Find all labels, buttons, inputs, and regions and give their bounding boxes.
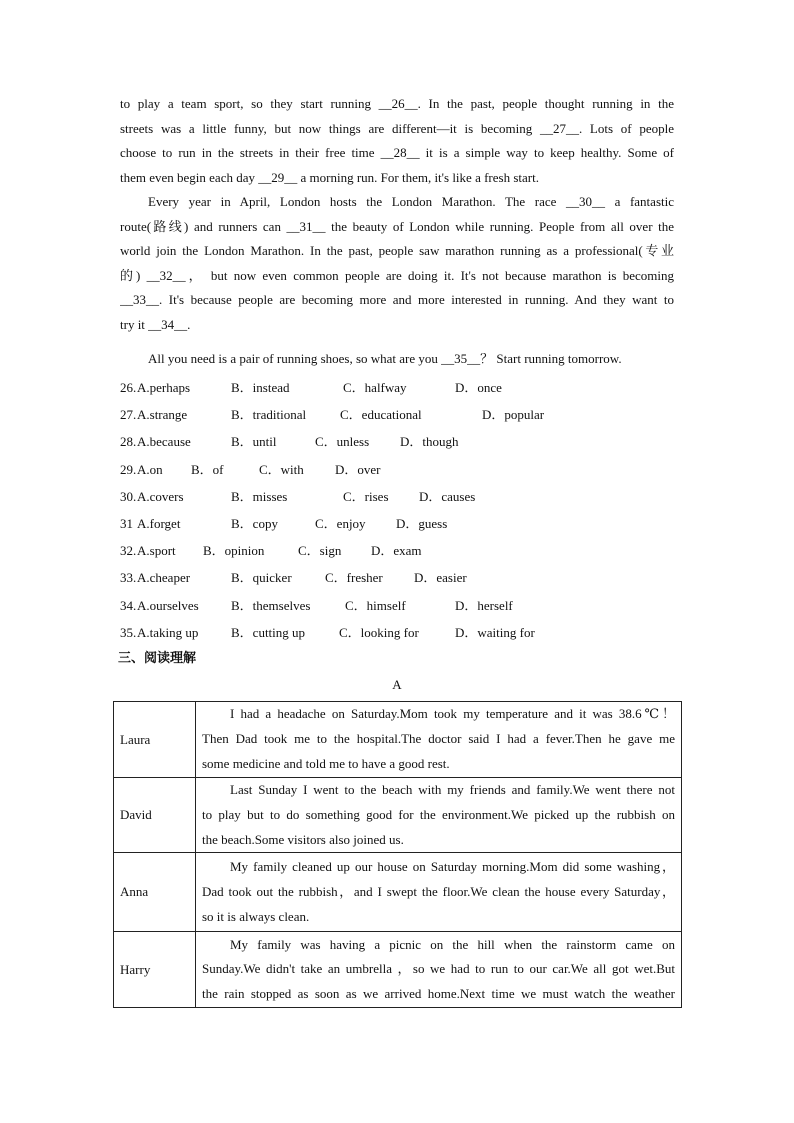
option-d: D．causes [419,488,476,504]
option-a: A.sport [137,543,176,559]
question-row [120,401,674,428]
option-c: C．unless [315,434,370,450]
option-b: B．quicker [231,570,292,586]
option-c: C．enjoy [315,515,366,531]
person-name: David [114,778,196,853]
reading-table [113,701,682,1008]
passage-line: 的) __32__， but now even common people are doing it. It's not because marathon is becoming [120,267,674,283]
question-number: 28. [120,434,137,450]
question-number: 29. [120,461,137,477]
option-d: D．easier [414,570,467,586]
question-number: 35. [120,624,137,640]
passage-paragraph-2 [120,190,674,337]
question-number: 31 [120,515,133,531]
passage-line: them even begin each day __29__ a morning run. For them, it's like a fresh start. [120,169,539,185]
question-number: 27. [120,407,137,423]
option-d: D．herself [455,597,513,613]
person-text: My family cleaned up our house on Saturday morning.Mom did some washing， Dad took out the rubbish，and I swept the floor.We clean the house every Saturday， so it is always clean. [196,853,682,932]
option-a: A.strange [137,407,188,423]
question-number: 34. [120,597,137,613]
option-c: C．educational [340,407,422,423]
person-name: Anna [114,853,196,932]
option-b: B．until [231,434,277,450]
passage-paragraph-3 [120,347,674,372]
passage-line: try it __34__. [120,316,191,332]
option-c: C．rises [343,488,389,504]
option-d: D．guess [396,515,448,531]
option-a: A.forget [137,515,181,531]
person-text: Last Sunday I went to the beach with my friends and family.We went there not to play but to do something good for the environment.We picked up the rubbish on the beach.Some visitors also joined us. [196,778,682,853]
question-row [120,564,674,591]
option-b: B．traditional [231,407,307,423]
passage-line: __33__. It's because people are becoming more and more interested in running. And they want to [120,292,674,307]
passage-line: to play a team sport, so they start running __26__. In the past, people thought running in the [120,96,674,111]
question-row [120,537,674,564]
option-c: C．looking for [339,624,419,640]
option-b: B．themselves [231,597,311,613]
option-d: D．though [400,434,459,450]
option-b: B．opinion [203,543,265,559]
option-c: C．halfway [343,380,407,395]
passage-line: world join the London Marathon. In the past, people saw marathon running as a professional(专业 [120,243,674,258]
person-name: Harry [114,932,196,1008]
option-d: D．exam [371,543,422,559]
question-row [120,592,674,619]
question-number: 33. [120,570,137,586]
table-row [114,702,682,778]
question-number: 32. [120,543,137,559]
option-d: D．waiting for [455,624,535,640]
option-c: C．with [259,461,304,477]
question-row [120,374,674,401]
option-a: A.covers [137,488,184,504]
question-row [120,510,674,537]
option-a: A.cheaper [137,570,191,586]
section-heading: 三、阅读理解 [118,651,197,666]
option-d: D．over [335,461,381,477]
passage-line: route(路线) and runners can __31__ the beauty of London while running. People from all over the [120,218,674,234]
table-row [114,932,682,1008]
question-number: 30. [120,488,137,504]
option-b: B．instead [231,380,290,395]
person-text: My family was having a picnic on the hill when the rainstorm came on Sunday.We didn't take an umbrella ，so we had to run to our car.We all got wet.But the rain stopped as soon as we arrived home.Next time we must watch the weather [196,932,682,1008]
person-text: I had a headache on Saturday.Mom took my temperature and it was 38.6℃！ Then Dad took me to the hospital.The doctor said I had a fever.Then he gave me some medicine and told me to have a good rest. [196,702,682,778]
option-c: C．himself [345,597,406,613]
option-a: A.perhaps [137,380,191,395]
question-row [120,428,674,455]
option-c: C．fresher [325,570,383,586]
passage-line: choose to run in the streets in their free time __28__ it is a simple way to keep healthy. Some of [120,145,674,160]
passage-line: streets was a little funny, but now things are different—it is becoming __27__. Lots of people [120,120,674,136]
question-row [120,483,674,510]
table-row [114,778,682,853]
table-row [114,853,682,932]
cloze-options-list [120,374,674,646]
passage-line: All you need is a pair of running shoes, so what are you __35__？ Start running tomorrow. [148,351,622,366]
passage-paragraph-1 [120,92,674,190]
option-d: D．popular [482,407,545,423]
option-d: D．once [455,380,502,395]
option-a: A.on [137,461,163,477]
person-name: Laura [114,702,196,778]
option-b: B．misses [231,488,288,504]
option-b: B．cutting up [231,624,306,640]
option-a: A.taking up [137,624,199,640]
question-row [120,619,674,646]
option-b: B．of [191,461,224,477]
option-c: C．sign [298,543,342,559]
question-row [120,456,674,483]
passage-line: Every year in April, London hosts the London Marathon. The race __30__ a fantastic [148,194,674,209]
part-title: A [392,677,402,692]
option-a: A.because [137,434,191,450]
question-number: 26. [120,380,137,395]
option-a: A.ourselves [137,597,199,613]
option-b: B．copy [231,515,278,531]
